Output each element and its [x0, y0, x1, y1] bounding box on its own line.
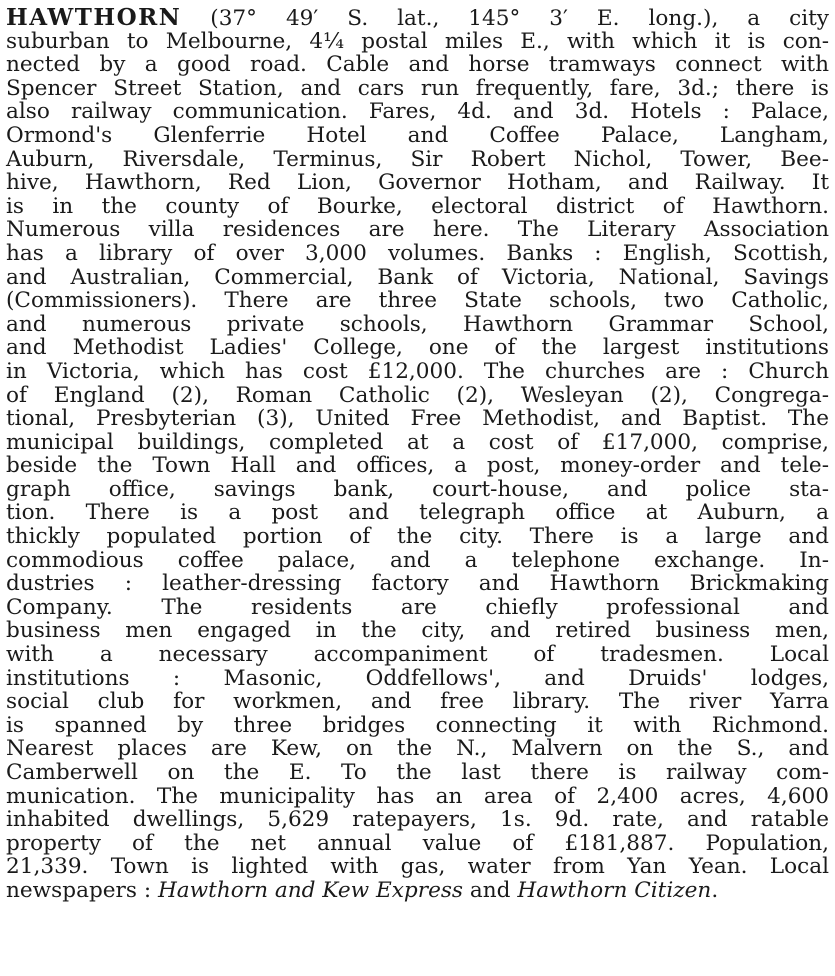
entry-line: Ormond's Glenferrie Hotel and Coffee Palace, Langham,: [6, 122, 829, 148]
entry-line-1: [6, 6, 829, 30]
entry-line: dustries : leather-dressing factory and Hawthorn Brickmaking: [6, 571, 829, 597]
newspaper-joiner: and: [463, 877, 518, 903]
entry-last-line: [6, 879, 829, 903]
entry-line: hive, Hawthorn, Red Lion, Governor Hotham, and Railway. It: [6, 170, 829, 196]
entry-line: social club for workmen, and free library. The river Yarra: [6, 689, 829, 715]
entry-line: and Australian, Commercial, Bank of Victoria, National, Savings: [6, 264, 829, 290]
entry-line: Auburn, Riversdale, Terminus, Sir Robert Nichol, Tower, Bee-: [6, 146, 829, 172]
entry-line: commodious coffee palace, and a telephone exchange. In-: [6, 547, 829, 573]
entry-line: municipal buildings, completed at a cost of £17,000, comprise,: [6, 429, 829, 455]
entry-line: thickly populated portion of the city. There is a large and: [6, 524, 829, 550]
entry-line: is in the county of Bourke, electoral district of Hawthorn.: [6, 193, 829, 219]
entry-line: with a necessary accompaniment of tradesmen. Local: [6, 642, 829, 668]
entry-headword: HAWTHORN: [6, 4, 182, 31]
newspapers-label: newspapers :: [6, 877, 158, 903]
entry-line: also railway communication. Fares, 4d. and 3d. Hotels : Palace,: [6, 99, 829, 125]
entry-line: and Methodist Ladies' College, one of the largest institutions: [6, 335, 829, 361]
entry-line: inhabited dwellings, 5,629 ratepayers, 1s. 9d. rate, and ratable: [6, 807, 829, 833]
entry-line: Numerous villa residences are here. The Literary Association: [6, 217, 829, 243]
entry-line: in Victoria, which has cost £12,000. The churches are : Church: [6, 358, 829, 384]
entry-line: has a library of over 3,000 volumes. Banks : English, Scottish,: [6, 240, 829, 266]
entry-line: munication. The municipality has an area of 2,400 acres, 4,600: [6, 783, 829, 809]
entry-line: property of the net annual value of £181,887. Population,: [6, 830, 829, 856]
last-line-period: .: [711, 877, 719, 903]
entry-line: of England (2), Roman Catholic (2), Wesleyan (2), Congrega-: [6, 382, 829, 408]
entry-coordinates: (37° 49′ S. lat., 145° 3′ E. long.), a city: [210, 6, 829, 31]
entry-line: Company. The residents are chiefly professional and: [6, 594, 829, 620]
entry-line: nected by a good road. Cable and horse tramways connect with: [6, 52, 829, 78]
entry-line: tion. There is a post and telegraph office at Auburn, a: [6, 500, 829, 526]
entry-line: tional, Presbyterian (3), United Free Methodist, and Baptist. The: [6, 406, 829, 432]
entry-line: Nearest places are Kew, on the N., Malvern on the S., and: [6, 736, 829, 762]
gazetteer-entry: [6, 6, 829, 903]
newspaper-title-1: Hawthorn and Kew Express: [157, 877, 464, 903]
entry-line: and numerous private schools, Hawthorn Grammar School,: [6, 311, 829, 337]
entry-line: graph office, savings bank, court-house, and police sta-: [6, 476, 829, 502]
entry-line: business men engaged in the city, and retired business men,: [6, 618, 829, 644]
newspaper-title-2: Hawthorn Citizen: [517, 877, 712, 903]
entry-line: beside the Town Hall and offices, a post, money-order and tele-: [6, 453, 829, 479]
entry-line: institutions : Masonic, Oddfellows', and Druids' lodges,: [6, 665, 829, 691]
entry-line: is spanned by three bridges connecting it with Richmond.: [6, 712, 829, 738]
entry-line: Camberwell on the E. To the last there is railway com-: [6, 760, 829, 785]
entry-line: (Commissioners). There are three State schools, two Catholic,: [6, 288, 829, 314]
entry-body: [6, 30, 829, 879]
entry-line: suburban to Melbourne, 4¼ postal miles E., with which it is con-: [6, 28, 829, 54]
entry-line: Spencer Street Station, and cars run frequently, fare, 3d.; there is: [6, 75, 829, 101]
entry-line: 21,339. Town is lighted with gas, water from Yan Yean. Local: [6, 854, 829, 880]
